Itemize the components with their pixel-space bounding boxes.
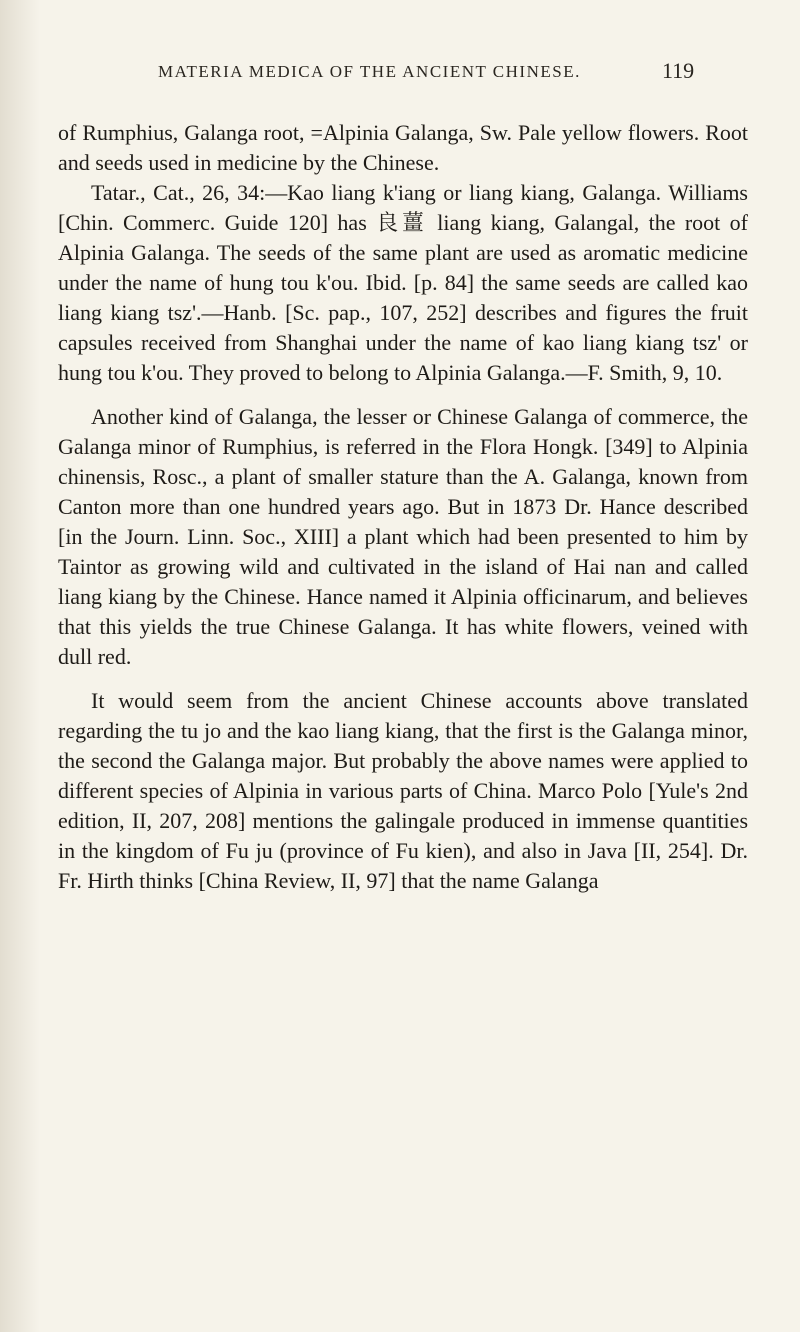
paragraph-3: Another kind of Galanga, the lesser or Chinese Galanga of commerce, the Galanga minor of Rumphius, is referred in the Flora Hongk. [349] to Alpinia chinensis, Rosc., a plant of smaller stature than the A. Galanga, known from Canton more than one hundred years ago. But in 1873 Dr. Hance described [in the Journ. Linn. Soc., XIII] a plant which had been presented to him by Taintor as growing wild and cultivated in the island of Hai nan and called liang kiang by the Chinese. Hance named it Alpinia officinarum, and believes that this yields the true Chinese Galanga. It has white flowers, veined with dull red. xyxy=(58,404,748,669)
page-number: 119 xyxy=(662,58,695,83)
paragraph-1: of Rumphius, Galanga root, =Alpinia Galanga, Sw. Pale yellow flowers. Root and seeds used in medicine by the Chinese. xyxy=(58,120,748,175)
paragraph-4: It would seem from the ancient Chinese accounts above translated regarding the tu jo and the kao liang kiang, that the first is the Galanga minor, the second the Galanga major. But probably the above names were applied to different species of Alpinia in various parts of China. Marco Polo [Yule's 2nd edition, II, 207, 208] mentions the galingale produced in immense quantities in the kingdom of Fu ju (province of Fu kien), and also in Java [II, 254]. Dr. Fr. Hirth thinks [China Review, II, 97] that the name Galanga xyxy=(58,688,748,893)
running-header: MATERIA MEDICA OF THE ANCIENT CHINESE. xyxy=(158,62,581,81)
paragraph-2: Tatar., Cat., 26, 34:—Kao liang k'iang or liang kiang, Galanga. Williams [Chin. Commerc. Guide 120] has 良薑 liang kiang, Galangal, the root of Alpinia Galanga. The seeds of the same plant are used as aromatic medicine under the name of hung tou k'ou. Ibid. [p. 84] the same seeds are called kao liang kiang tsz'.—Hanb. [Sc. pap., 107, 252] describes and figures the fruit capsules received from Shanghai under the name of kao liang kiang tsz' or hung tou k'ou. They proved to belong to Alpinia Galanga.—F. Smith, 9, 10. xyxy=(58,180,748,385)
page-gutter-shadow xyxy=(0,0,40,1332)
body-text xyxy=(58,118,748,896)
